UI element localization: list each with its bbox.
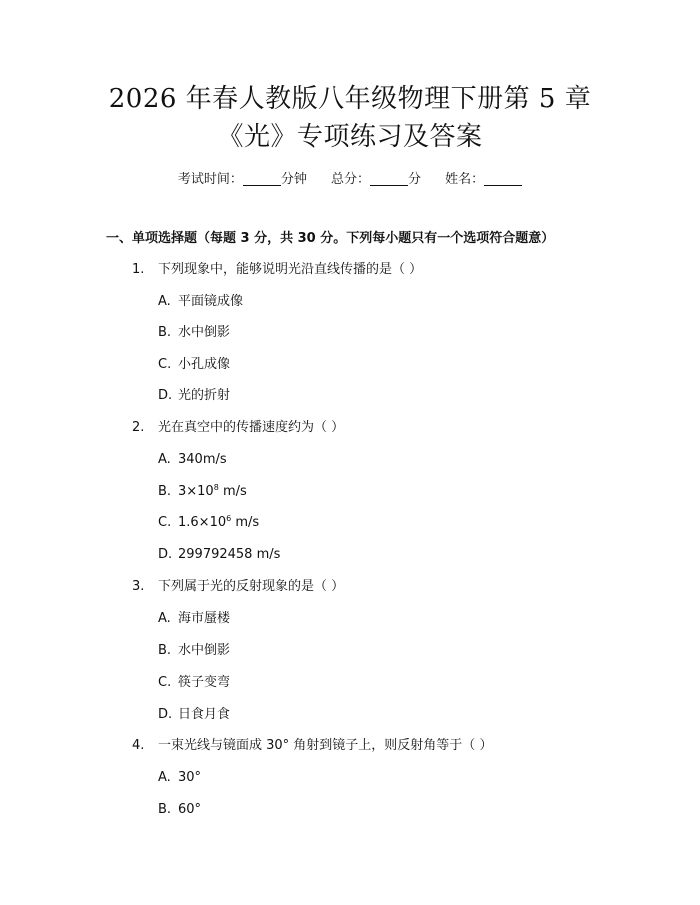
option-text: 30°	[178, 770, 202, 785]
option-2a	[158, 453, 227, 466]
option-text: 340m/s	[178, 452, 227, 467]
section-heading: 一、单项选择题（每题 3 分，共 30 分。下列每小题只有一个选项符合题意）	[106, 231, 555, 246]
question-4	[132, 739, 492, 752]
option-1a	[158, 295, 243, 308]
option-text-unit: m/s	[231, 515, 260, 530]
option-letter: C.	[158, 357, 172, 372]
option-text: 299792458 m/s	[178, 547, 281, 562]
option-letter: B.	[158, 325, 172, 340]
option-text: 水中倒影	[178, 325, 231, 340]
exam-time-field	[178, 172, 307, 186]
student-name-blank	[484, 172, 522, 186]
question-3	[132, 580, 344, 593]
total-score-field	[331, 172, 421, 186]
question-number: 2.	[132, 420, 145, 435]
option-text-base: 1.6×10	[178, 515, 227, 530]
option-letter: A.	[158, 294, 171, 309]
option-text-base: 3×10	[178, 484, 214, 499]
option-letter: D.	[158, 388, 173, 403]
question-2	[132, 421, 344, 434]
question-text: 光在真空中的传播速度约为（ ）	[158, 420, 345, 435]
option-letter: C.	[158, 515, 172, 530]
option-text: 水中倒影	[178, 643, 231, 658]
option-text: 海市蜃楼	[178, 611, 231, 626]
option-text-unit: m/s	[218, 484, 247, 499]
option-letter: B.	[158, 643, 172, 658]
option-4a	[158, 771, 201, 784]
option-1c	[158, 358, 230, 371]
total-score-label: 总分：	[330, 172, 370, 187]
option-letter: B.	[158, 484, 172, 499]
option-1b	[158, 326, 230, 339]
option-3a	[158, 612, 230, 625]
question-number: 1.	[132, 262, 145, 277]
option-2c	[158, 516, 259, 529]
option-letter: A.	[158, 770, 171, 785]
exam-time-blank	[243, 172, 281, 186]
option-2d	[158, 548, 280, 561]
option-text-exponent: 6	[226, 514, 232, 523]
document-title-line1: 2026 年春人教版八年级物理下册第 5 章	[108, 84, 592, 114]
option-3d	[158, 708, 230, 721]
option-letter: A.	[158, 452, 171, 467]
option-2b	[158, 485, 247, 498]
option-3c	[158, 676, 230, 689]
student-name-field	[445, 172, 522, 186]
option-text: 平面镜成像	[178, 294, 244, 309]
question-text: 下列现象中，能够说明光沿直线传播的是（ ）	[158, 262, 423, 277]
option-text: 光的折射	[178, 388, 231, 403]
document-title-line2: 《光》专项练习及答案	[217, 122, 483, 152]
question-1	[132, 263, 422, 276]
exam-info-line	[0, 172, 700, 186]
option-text: 60°	[178, 802, 202, 817]
option-text: 小孔成像	[178, 357, 231, 372]
option-text: 日食月食	[178, 707, 231, 722]
question-text: 下列属于光的反射现象的是（ ）	[158, 579, 345, 594]
total-score-unit: 分	[408, 172, 422, 187]
total-score-blank	[370, 172, 408, 186]
question-text: 一束光线与镜面成 30° 角射到镜子上，则反射角等于（ ）	[158, 738, 493, 753]
option-text: 筷子变弯	[178, 675, 231, 690]
option-text-exponent: 8	[213, 483, 219, 492]
option-4b	[158, 803, 201, 816]
option-letter: C.	[158, 675, 172, 690]
option-letter: B.	[158, 802, 172, 817]
exam-time-label: 考试时间：	[177, 172, 243, 187]
option-3b	[158, 644, 230, 657]
option-letter: A.	[158, 611, 171, 626]
option-letter: D.	[158, 707, 173, 722]
option-letter: D.	[158, 547, 173, 562]
option-1d	[158, 389, 230, 402]
question-number: 3.	[132, 579, 145, 594]
exam-time-unit: 分钟	[280, 172, 307, 187]
student-name-label: 姓名：	[445, 172, 485, 187]
question-number: 4.	[132, 738, 145, 753]
